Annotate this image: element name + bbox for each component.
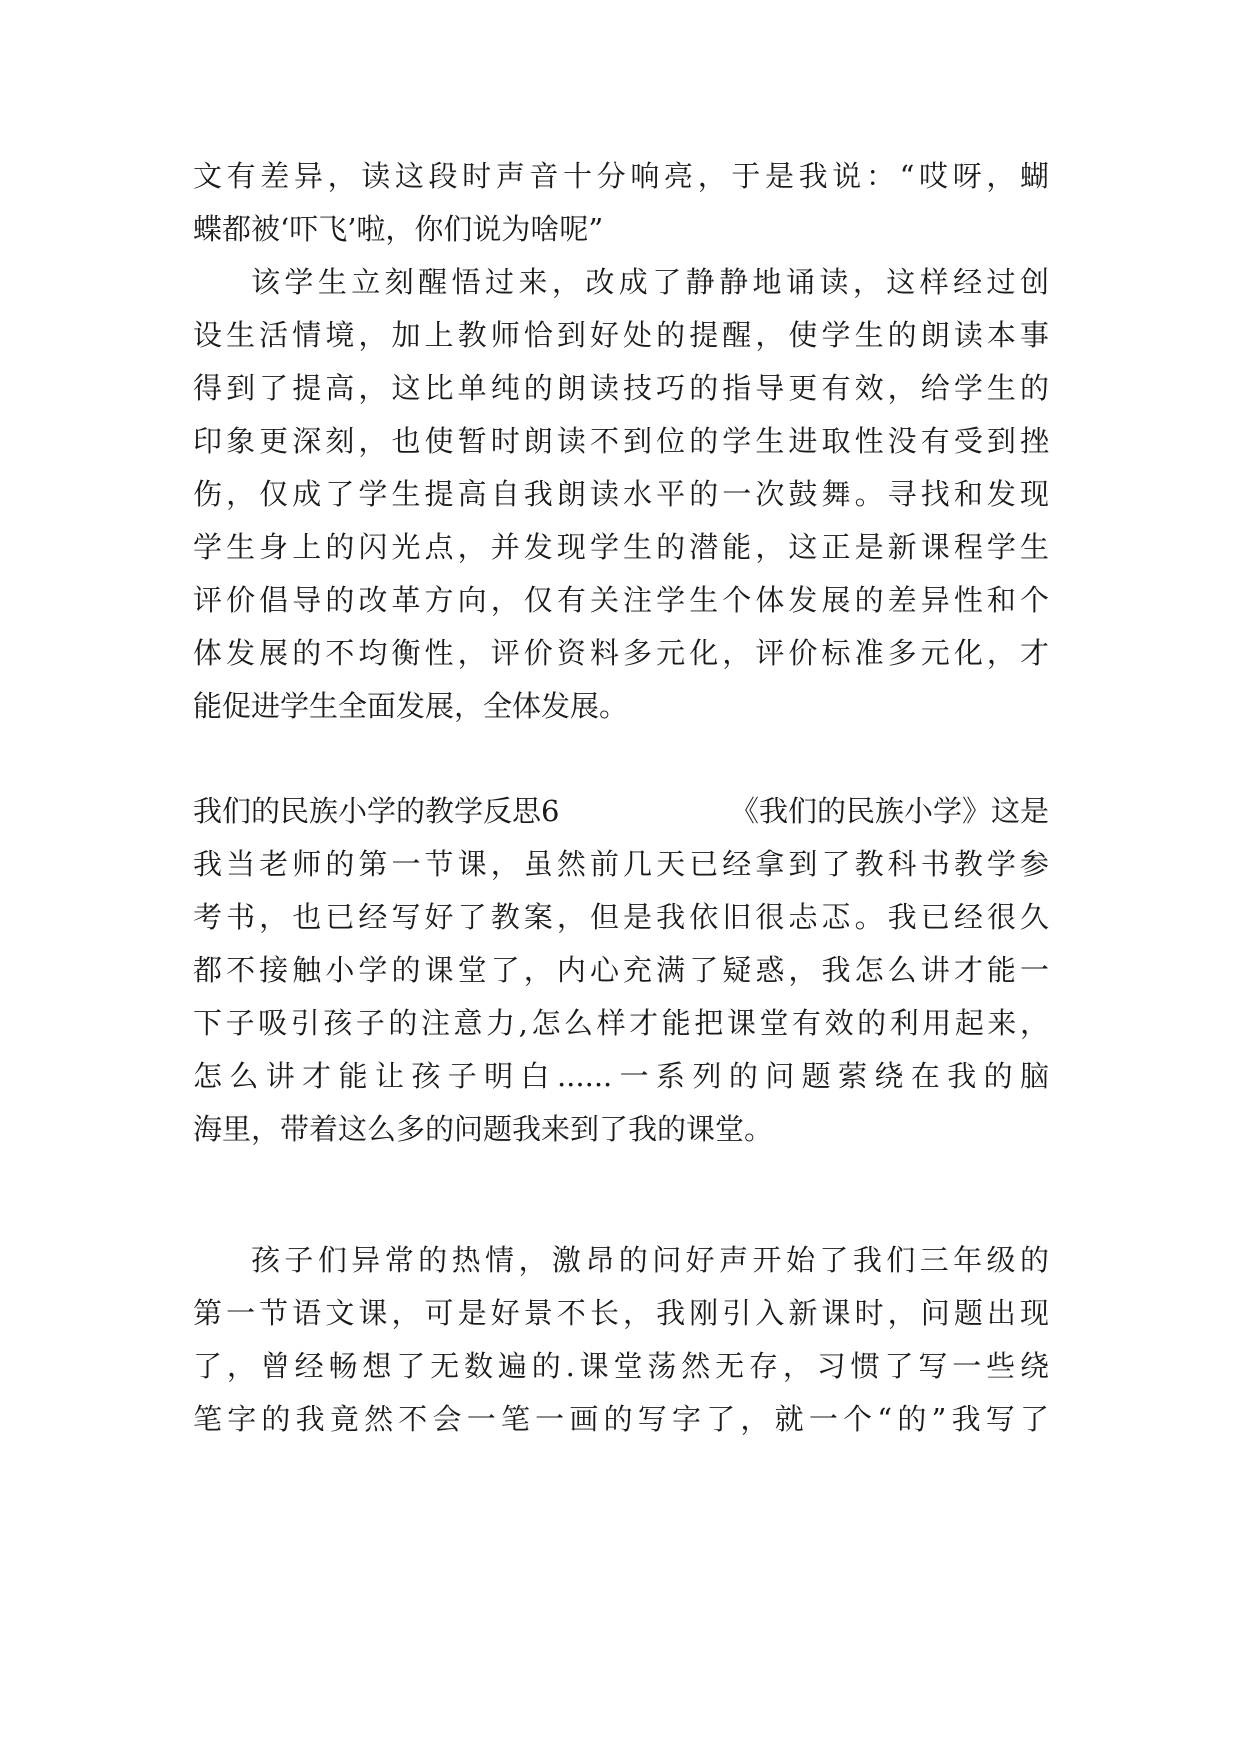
text-line: 印象更深刻，也使暂时朗读不到位的学生进取性没有受到挫 — [193, 424, 1049, 458]
text-line: 文有差异，读这段时声音十分响亮，于是我说：“哎呀，蝴 — [193, 159, 1049, 193]
text-line: 怎么讲才能让孩子明白......一系列的问题萦绕在我的脑 — [193, 1059, 1049, 1093]
text-line: 第一节语文课，可是好景不长，我刚引入新课时，问题出现 — [193, 1296, 1049, 1330]
text-line: 孩子们异常的热情，激昂的问好声开始了我们三年级的 — [251, 1243, 1049, 1277]
text-line: 海里，带着这么多的问题我来到了我的课堂。 — [193, 1112, 774, 1146]
text-line: 下子吸引孩子的注意力,怎么样才能把课堂有效的利用起来， — [193, 1006, 1049, 1040]
document-page — [193, 150, 1049, 1446]
section-six — [193, 785, 1049, 1156]
text-line: 该学生立刻醒悟过来，改成了静静地诵读，这样经过创 — [251, 265, 1049, 299]
text-line: 都不接触小学的课堂了，内心充满了疑惑，我怎么讲才能一 — [193, 953, 1049, 987]
text-line: 《我们的民族小学》这是 — [729, 794, 1049, 828]
text-line: 伤，仅成了学生提高自我朗读水平的一次鼓舞。寻找和发现 — [193, 477, 1049, 511]
text-line: 体发展的不均衡性，评价资料多元化，评价标准多元化，才 — [193, 636, 1049, 670]
text-line: 笔字的我竟然不会一笔一画的写字了，就一个“的”我写了 — [193, 1402, 1049, 1436]
text-line: 设生活情境，加上教师恰到好处的提醒，使学生的朗读本事 — [193, 318, 1049, 352]
text-line: 蝶都被‘吓飞’啦，你们说为啥呢” — [193, 212, 604, 246]
text-line: 了，曾经畅想了无数遍的.课堂荡然无存，习惯了写一些绕 — [193, 1349, 1049, 1383]
text-line: 考书，也已经写好了教案，但是我依旧很忐忑。我已经很久 — [193, 900, 1049, 934]
text-line: 能促进学生全面发展，全体发展。 — [193, 689, 629, 723]
paragraph-continuation — [193, 150, 1049, 256]
section-title: 我们的民族小学的教学反思6 — [193, 794, 560, 828]
text-line: 我当老师的第一节课，虽然前几天已经拿到了教科书教学参 — [193, 847, 1049, 881]
section-title-line — [193, 785, 1049, 838]
text-line: 得到了提高，这比单纯的朗读技巧的指导更有效，给学生的 — [193, 371, 1049, 405]
text-line: 学生身上的闪光点，并发现学生的潜能，这正是新课程学生 — [193, 530, 1049, 564]
text-line: 评价倡导的改革方向，仅有关注学生个体发展的差异性和个 — [193, 583, 1049, 617]
paragraph-reflection — [193, 256, 1049, 733]
paragraph-classroom — [193, 1234, 1049, 1446]
